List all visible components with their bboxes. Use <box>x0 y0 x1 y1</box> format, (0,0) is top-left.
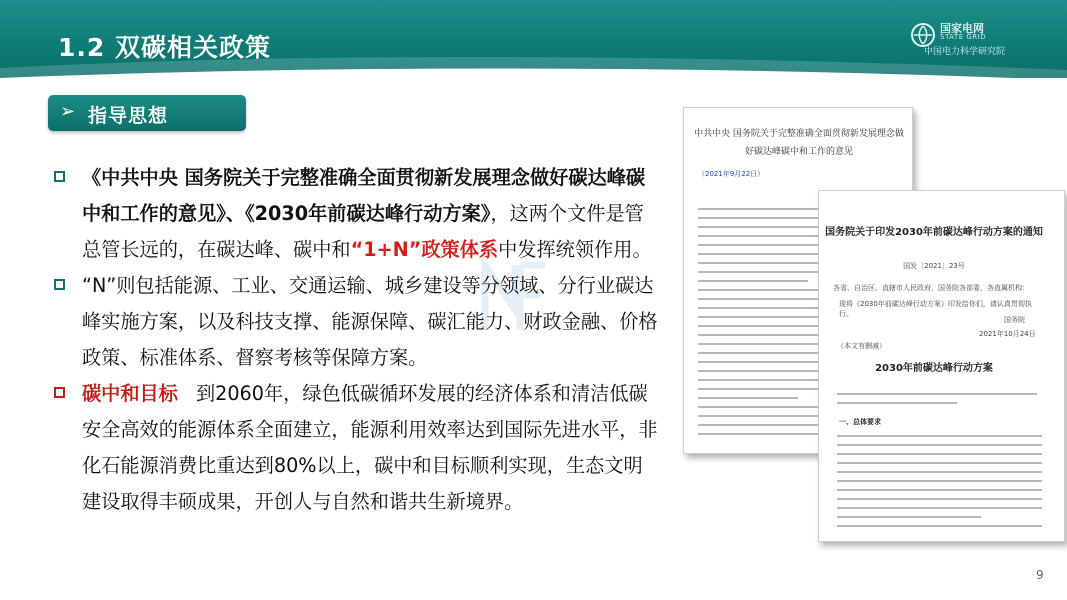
doc2-body: 现将《2030年前碳达峰行动方案》印发给你们，请认真贯彻执行。 <box>839 300 1032 318</box>
checkbox-bullet-icon <box>54 387 65 398</box>
bullet-paragraph <box>50 160 660 268</box>
logo-institute: 中国电力科学研究院 <box>924 47 1006 57</box>
body-text <box>50 160 660 520</box>
section-tab <box>48 95 246 131</box>
doc2-number: 国发〔2021〕23号 <box>903 262 965 270</box>
bullet-paragraph <box>50 376 660 520</box>
bullet-paragraph <box>50 268 660 376</box>
paragraph-text: 到2060年，绿色低碳循环发展的经济体系和清洁低碳安全高效的能源体系全面建立，能源利用效率达到国际先进水平，非化石能源消费比重达到80%以上，碳中和目标顺利实现，生态文明建设取得丰硕成果，开创人与自然和谐共生新境界。 <box>82 382 658 513</box>
checkbox-bullet-icon <box>54 279 65 290</box>
doc2-section-heading: 一、总体要求 <box>839 418 881 426</box>
carbon-neutral-goal-label: 碳中和目标 <box>82 382 178 405</box>
policy-document-names: 《中共中央 国务院关于完整准确全面贯彻新发展理念做好碳达峰碳中和工作的意见》、《2030年前碳达峰行动方案》 <box>82 166 646 225</box>
checkbox-bullet-icon <box>54 171 65 182</box>
chevron-right-icon: ➢ <box>60 101 76 122</box>
doc2-plan-title: 2030年前碳达峰行动方案 <box>875 363 993 374</box>
page-title: 1.2 双碳相关政策 <box>58 33 271 62</box>
doc2-title: 国务院关于印发2030年前碳达峰行动方案的通知 <box>825 227 1043 238</box>
doc2-address: 各省、自治区、直辖市人民政府，国务院各部委、各直属机构： <box>833 284 1029 292</box>
doc2-text-lines-a <box>837 393 1037 411</box>
header-bar <box>0 0 1067 78</box>
doc2-signature: 国务院 <box>1004 316 1025 324</box>
logo-english: STATE GRID <box>940 33 987 41</box>
doc2-date: 2021年10月24日 <box>979 330 1036 338</box>
section-label: 指导思想 <box>88 105 169 127</box>
document-image-action-plan <box>818 190 1065 542</box>
doc2-text-lines-b <box>837 435 1042 534</box>
paragraph-text: 中发挥统领作用。 <box>498 238 652 261</box>
logo-name: 国家电网 <box>940 22 984 35</box>
highlight-policy-system: “1+N”政策体系 <box>350 238 499 261</box>
doc1-title: 中共中央 国务院关于完整准确全面贯彻新发展理念做好碳达峰碳中和工作的意见 <box>694 129 904 157</box>
doc2-public-note: （本文有删减） <box>837 342 886 350</box>
page-number: 9 <box>1036 568 1044 582</box>
doc1-subtitle: （2021年9月22日） <box>698 170 765 178</box>
paragraph-text: “N”则包括能源、工业、交通运输、城乡建设等分领域、分行业碳达峰实施方案，以及科技支撑、能源保障、碳汇能力、财政金融、价格政策、标准体系、督察考核等保障方案。 <box>82 274 658 369</box>
paragraph-text: ，这两个文件是管总管长远的，在碳达峰、碳中和 <box>82 202 644 261</box>
state-grid-logo <box>910 18 1060 58</box>
